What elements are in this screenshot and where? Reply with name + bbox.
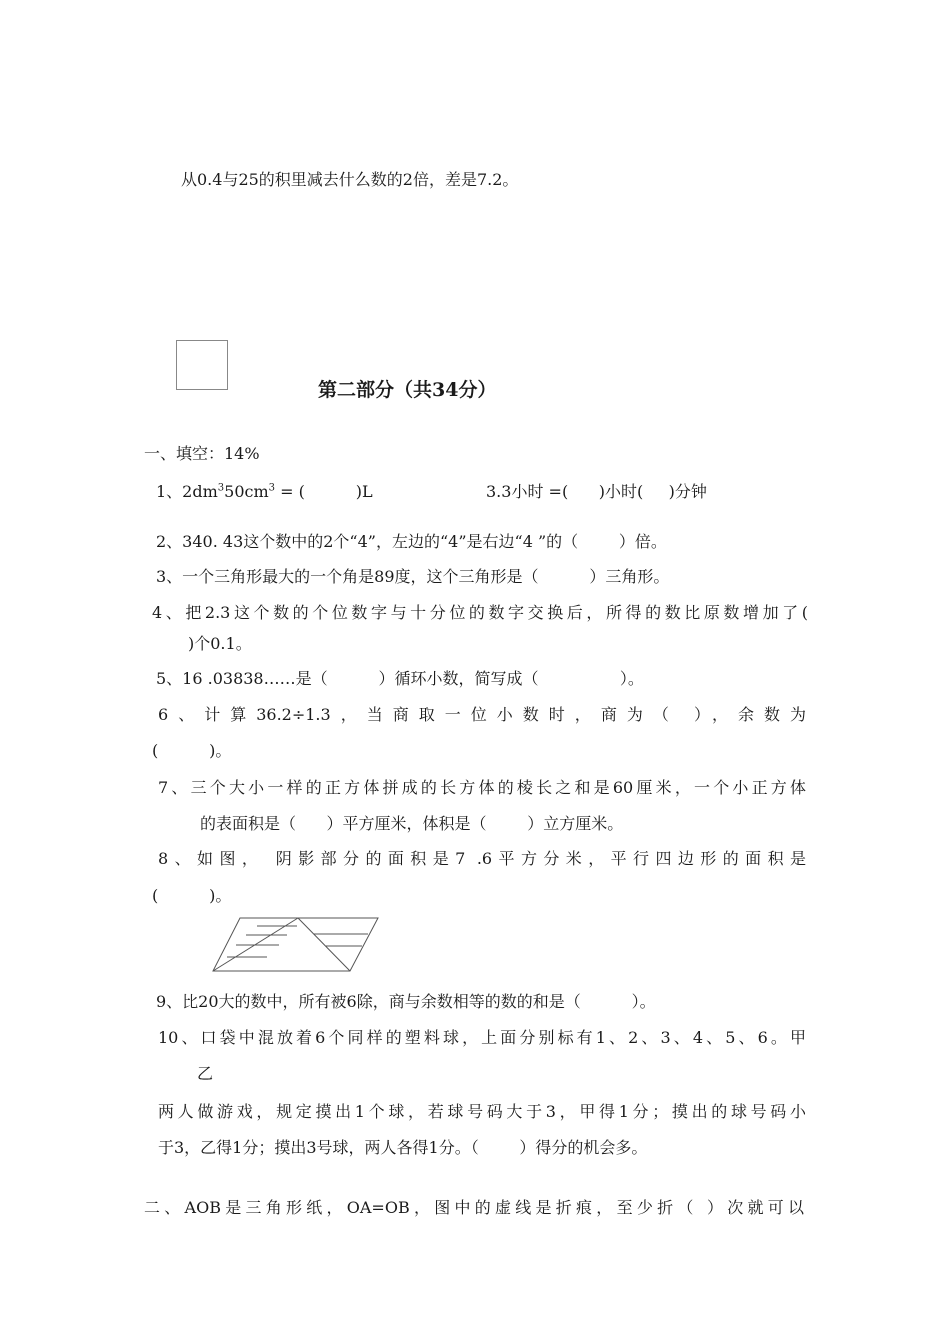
- q10-line1: 10、口袋中混放着6个同样的塑料球，上面分别标有1、2、3、4、5、6。甲: [158, 1028, 806, 1047]
- q3: 3、一个三角形最大的一个角是89度，这个三角形是（ ）三角形。: [156, 567, 670, 586]
- parallelogram-figure: [210, 914, 382, 976]
- section2-question: 二、AOB是三角形纸，OA=OB，图中的虚线是折痕，至少折（ ）次就可以: [144, 1198, 804, 1217]
- q1-part-b: 3.3小时 =( )小时( )分钟: [486, 482, 707, 501]
- q5: 5、16 .03838……是（ ）循环小数，简写成（ ）。: [156, 669, 644, 688]
- score-box: [176, 340, 228, 390]
- q4-line2: )个0.1。: [188, 634, 252, 653]
- q6-line2: ( )。: [152, 741, 232, 760]
- q1-a-suffix: = ( )L: [275, 482, 373, 501]
- top-question: 从0.4与25的积里减去什么数的2倍，差是7.2。: [181, 170, 519, 189]
- q1-a-exp1: 3: [217, 482, 225, 494]
- q8-line1: 8、如图， 阴影部分的面积是7 .6平方分米，平行四边形的面积是: [158, 849, 806, 868]
- q10-line3: 两人做游戏，规定摸出1个球，若球号码大于3，甲得1分；摸出的球号码小: [158, 1102, 806, 1121]
- q1-a-mid: 50cm: [224, 482, 269, 501]
- q7-line1: 7、三个大小一样的正方体拼成的长方体的棱长之和是60厘米，一个小正方体: [158, 778, 806, 797]
- q10-line4: 于3，乙得1分；摸出3号球，两人各得1分。（ ）得分的机会多。: [158, 1138, 648, 1157]
- q1-a-exp2: 3: [268, 482, 276, 494]
- q6-line1: 6、计算36.2÷1.3，当商取一位小数时，商为（ ），余数为: [158, 705, 806, 724]
- q1-a-prefix: 1、2dm: [156, 482, 218, 501]
- q1-part-a: [156, 482, 373, 502]
- q4-line1: 4、把2.3这个数的个位数字与十分位的数字交换后，所得的数比原数增加了(: [152, 603, 808, 622]
- q8-line2: ( )。: [152, 886, 232, 905]
- q7-line2: 的表面积是（ ）平方厘米，体积是（ ）立方厘米。: [200, 814, 624, 833]
- q10-line2: 乙: [197, 1064, 214, 1083]
- section1-heading: 一、填空：14%: [144, 444, 260, 463]
- q9: 9、比20大的数中，所有被6除，商与余数相等的数的和是（ ）。: [156, 992, 656, 1011]
- part-title: 第二部分（共34分）: [318, 379, 497, 401]
- q2: 2、340. 43这个数中的2个“4”，左边的“4”是右边“4 ”的（ ）倍。: [156, 532, 667, 551]
